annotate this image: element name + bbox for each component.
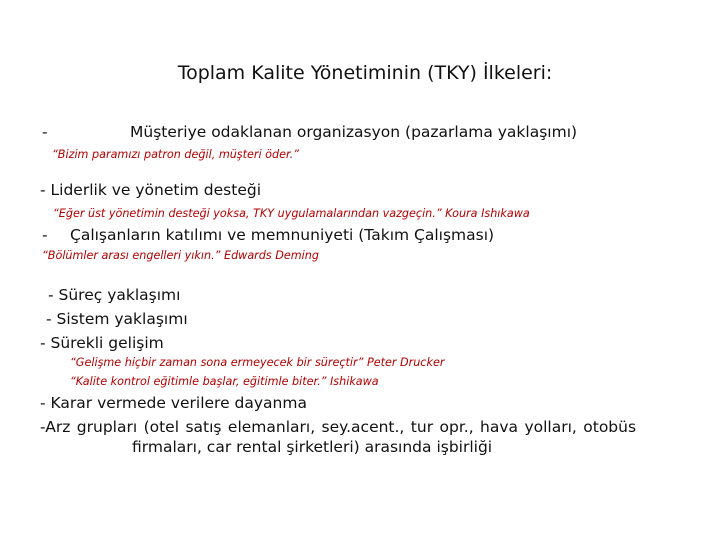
principle-customer-focus: Müşteriye odaklanan organizasyon (pazarlama yaklaşımı) — [130, 123, 578, 141]
principle-leadership: - Liderlik ve yönetim desteği — [40, 181, 261, 199]
principle-continuous-improvement: - Sürekli gelişim — [40, 334, 164, 352]
quote-leadership: “Eğer üst yönetimin desteği yoksa, TKY uygulamalarından vazgeçin.” Koura Ishıkawa — [53, 207, 530, 220]
quote-deming: “Bölümler arası engelleri yıkın.” Edwards Deming — [42, 249, 319, 262]
quote-customer: “Bizim paramızı patron değil, müşteri öder.” — [52, 148, 299, 161]
quote-drucker: “Gelişme hiçbir zaman sona ermeyecek bir süreçtir” Peter Drucker — [70, 356, 445, 369]
quote-ishikawa: “Kalite kontrol eğitimle başlar, eğitimle biter.” Ishikawa — [70, 375, 379, 388]
slide-title: Toplam Kalite Yönetiminin (TKY) İlkeleri: — [177, 62, 553, 84]
principle-system-approach: - Sistem yaklaşımı — [46, 310, 188, 328]
principle-supplier-collaboration-cont: firmaları, car rental şirketleri) arasında işbirliği — [132, 438, 493, 456]
principle-employee-involvement: Çalışanların katılımı ve memnuniyeti (Takım Çalışması) — [70, 226, 495, 244]
principle-supplier-collaboration: -Arz grupları (otel satış elemanları, sey.acent., tur opr., hava yolları, otobüs — [40, 418, 637, 436]
principle-data-based-decisions: - Karar vermede verilere dayanma — [40, 394, 307, 412]
principle-process-approach: - Süreç yaklaşımı — [48, 286, 181, 304]
bullet-dash: - — [42, 226, 48, 244]
bullet-dash: - — [42, 123, 48, 141]
